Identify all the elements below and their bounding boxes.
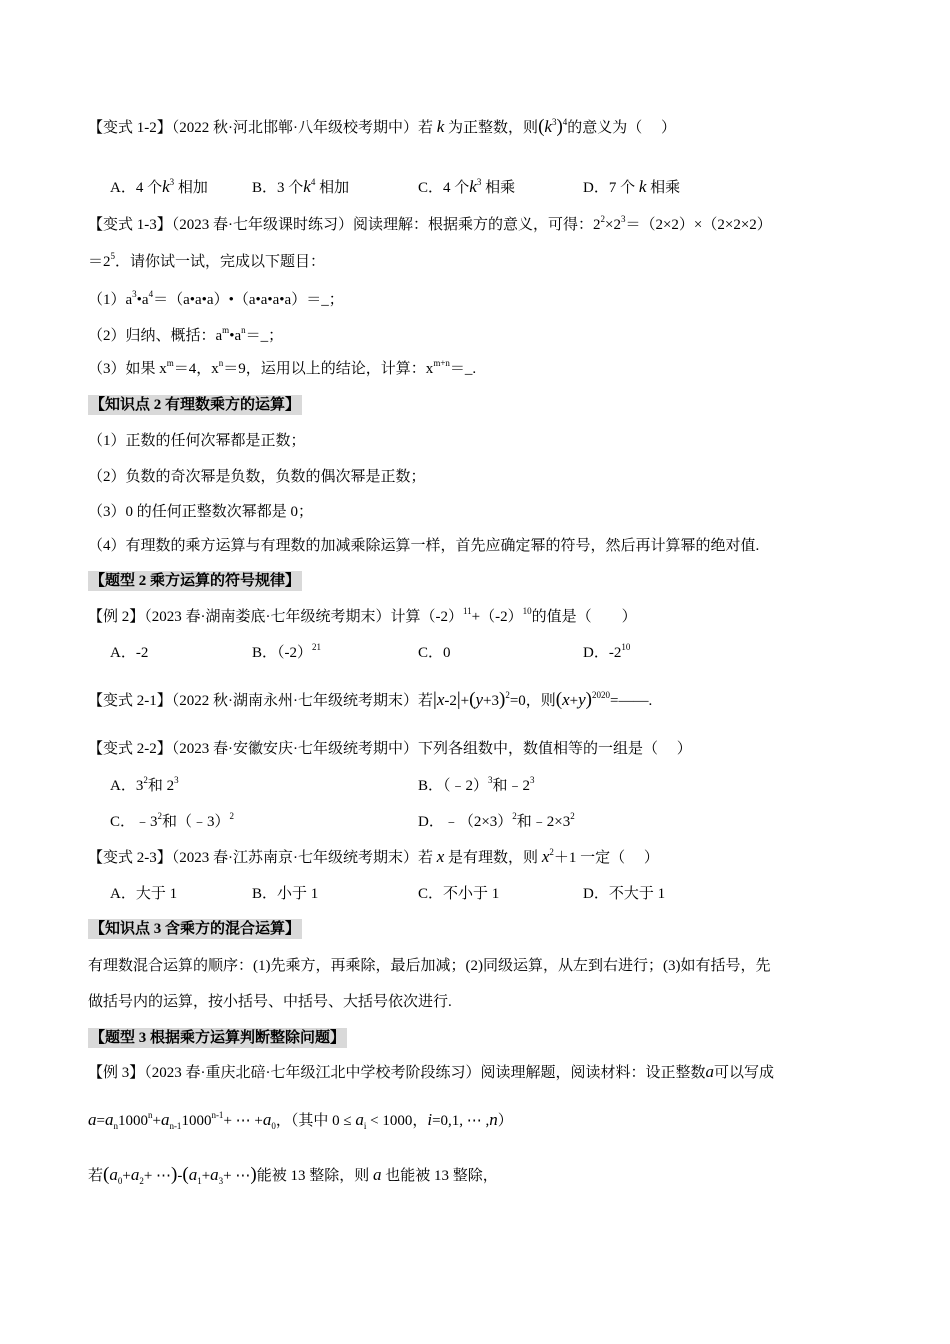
math-variable: k [303,177,311,196]
superscript: 3 [551,117,557,127]
text-segment: C．4 个 [418,180,470,196]
line-text [88,607,637,627]
text-segment: 相乘 [646,180,681,196]
option-C [418,177,515,198]
subscript: 3 [218,1176,224,1186]
math-variable: x [562,690,570,709]
math-variable: a [705,1062,714,1081]
math-variable: a [355,1110,364,1129]
text-segment: +3 [483,693,499,709]
text-segment: 是有理数，则 [444,850,542,866]
text-segment: ） [497,1113,513,1129]
text-segment: 和﹣2 [492,778,531,794]
text-segment: 和 2 [147,778,175,794]
math-variable: a [88,1110,97,1129]
text-segment: C．不小于 1 [418,886,500,902]
math-variable: a [210,1165,219,1184]
math-variable: i [427,1110,433,1129]
text-segment: + ⋯ + [223,1113,263,1129]
math-variable: k [162,177,170,196]
text-segment: + ⋯ [143,1168,172,1184]
text-segment: ( [538,116,545,137]
text-segment: 1000 [181,1113,212,1129]
math-variable: x [541,847,550,866]
math-variable: a [188,1165,198,1184]
text-segment: ( [555,689,563,710]
superscript: m [222,325,230,335]
math-variable: a [104,1110,114,1129]
text-segment: ＝（2×2）×（2×2×2） [625,217,772,233]
text-segment: 【题型 3 根据乘方运算判断整除问题】 [90,1030,346,1046]
superscript: 10 [522,606,532,616]
superscript: 3 [488,775,493,785]
line-text [88,431,306,451]
line-text [88,326,283,346]
text-segment: +（-2） [471,609,523,625]
option-D [583,177,680,198]
text-segment: 【知识点 2 有理数乘方的运算】 [90,397,301,413]
text-segment: 相加 [315,180,350,196]
text-segment: 和﹣2×3 [516,814,571,830]
text-segment: 相加 [174,180,208,196]
text-segment: （3）0 的任何正整数次幂都是 0； [88,504,314,520]
text-segment: B．3 个 [252,180,304,196]
text-segment: | [456,689,461,710]
text-segment: 【变式 1-2】（2022 秋·河北邯郸·八年级校考期中）若 [88,120,437,136]
option-B [252,884,318,904]
text-segment: =0，则 [509,693,556,709]
text-segment: 1000 [117,1113,148,1129]
subscript: 1 [197,1176,202,1186]
line-text [88,992,452,1012]
text-segment: 做括号内的运算，按小括号、中括号、大括号依次进行. [88,994,452,1010]
option-B [252,643,321,663]
superscript: 3 [620,214,626,224]
text-segment: ) [250,1164,257,1185]
superscript: 4 [562,117,568,127]
text-segment: ＝2 [88,254,111,270]
text-segment: ) [556,116,563,137]
math-variable: k [436,117,445,136]
text-segment: 若 [88,1168,104,1184]
line-text [88,359,476,379]
subscript: 0 [271,1121,276,1131]
text-segment: D．不大于 1 [583,886,666,902]
line-text [88,290,344,310]
text-segment: ) [585,689,592,710]
text-segment: + [460,693,470,709]
line-text [88,502,313,522]
text-segment: ( [469,689,476,710]
superscript: m [166,358,174,368]
option-A [110,812,234,832]
text-segment: + [569,693,579,709]
superscript: n [241,325,246,335]
subscript: n-1 [169,1121,182,1131]
superscript: 2020 [592,690,610,700]
text-segment: =0,1, ⋯ , [432,1113,490,1129]
text-segment: =——. [610,693,653,709]
superscript: 2 [157,811,163,821]
superscript: 5 [110,251,116,261]
text-segment: 【例 3】（2023 春·重庆北碚·七年级江北中学校考阶段练习）阅读理解题，阅读材料：设正整数 [88,1065,706,1081]
text-segment: B．（-2） [252,645,313,661]
superscript: 2 [549,847,554,857]
text-segment: （1）a [88,292,133,308]
text-segment: ＝（a•a•a）•（a•a•a•a）＝_； [153,292,344,308]
text-segment: ) [171,1164,178,1185]
superscript: 4 [148,289,154,299]
superscript: n [218,358,224,368]
superscript: 3 [132,289,137,299]
text-segment: A．-2 [110,645,149,661]
math-variable: a [262,1110,272,1129]
text-segment: D．-2 [583,645,622,661]
text-segment: B．小于 1 [252,886,319,902]
text-segment: + [201,1168,211,1184]
line-text [88,956,770,976]
text-segment: ＝9，运用以上的结论，计算：x [223,361,434,377]
superscript: 2 [143,775,148,785]
option-A [110,776,179,796]
math-variable: n [489,1110,498,1129]
option-D [583,643,630,663]
text-segment: - [177,1168,183,1184]
line-text [88,1165,498,1186]
line-text [88,571,302,591]
subscript: 2 [139,1176,144,1186]
superscript: 2 [570,811,575,821]
text-segment: ＝_； [245,328,284,344]
superscript: 2 [600,214,605,224]
text-segment: ×2 [605,217,621,233]
line-text [88,215,772,235]
text-segment: 相乘 [481,180,516,196]
text-segment: 有理数混合运算的顺序：(1)先乘方，再乘除，最后加减；(2)同级运算，从左到右进行；(3)如有括号，先 [88,958,771,974]
line-text [88,252,325,272]
text-segment: （1）正数的任何次幂都是正数； [88,433,306,449]
superscript: m+n [433,358,450,368]
option-B [252,177,349,198]
line-text [88,467,426,487]
text-segment: （2）归纳、概括：a [88,328,223,344]
text-segment: = [96,1113,105,1129]
superscript: 10 [621,642,631,652]
math-variable: y [578,690,586,709]
math-variable: k [544,117,552,136]
text-segment: | [433,689,437,710]
superscript: 3 [169,177,175,187]
math-variable: a [372,1165,382,1184]
math-variable: a [160,1110,170,1129]
math-variable: x [436,847,445,866]
subscript: i [363,1121,367,1131]
line-text [88,1062,774,1083]
line-text [88,117,676,138]
text-segment: 和（﹣3） [162,814,230,830]
text-segment: 的值是（ ） [531,609,637,625]
line-text [88,1028,347,1048]
text-segment: 【知识点 3 含乘方的混合运算】 [90,921,301,937]
text-segment: D．﹣（2×3） [418,814,513,830]
superscript: 2 [505,690,510,700]
superscript: 4 [310,177,316,187]
text-segment: + ⋯ [223,1168,251,1184]
text-segment: 的意义为（ ） [567,120,677,136]
text-segment: 【变式 1-3】（2023 春·七年级课时练习）阅读理解：根据乘方的意义，可得：2 [88,217,601,233]
text-segment: 【变式 2-1】（2022 秋·湖南永州·七年级统考期末）若 [88,693,433,709]
superscript: 2 [512,811,517,821]
text-segment: •a [229,328,242,344]
superscript: n [147,1110,153,1120]
text-segment: （3）如果 x [88,361,167,377]
text-segment: ＝4，x [173,361,219,377]
text-segment: 【题型 2 乘方运算的符号规律】 [90,573,301,589]
text-segment: ( [182,1164,189,1185]
text-segment: A．大于 1 [110,886,178,902]
option-C [418,643,451,663]
text-segment: ( [103,1164,110,1185]
text-segment: B．（﹣2） [418,778,489,794]
text-segment: （4）有理数的乘方运算与有理数的加减乘除运算一样，首先应确定幂的符号，然后再计算幂的绝对值. [88,538,760,554]
line-text [88,1110,513,1131]
text-segment: •a [136,292,149,308]
option-B [418,812,575,832]
text-segment: C．﹣3 [110,814,158,830]
text-segment: 也能被 13 整除， [381,1168,498,1184]
superscript: 3 [530,775,535,785]
option-A [110,177,208,198]
text-segment: 【变式 2-3】（2023 春·江苏南京·七年级统考期末）若 [88,850,437,866]
text-segment: < 1000， [366,1113,428,1129]
option-B [418,776,535,796]
math-variable: x [436,690,445,709]
superscript: 3 [174,775,179,785]
line-text [88,739,692,759]
superscript: 21 [312,642,322,652]
math-variable: a [130,1165,140,1184]
subscript: n [113,1121,118,1131]
line-text [88,919,302,939]
text-segment: ＋1 一定（ ） [553,850,659,866]
line-text [88,690,652,711]
superscript: 2 [229,811,235,821]
text-segment: （2）负数的奇次幂是负数，负数的偶次幂是正数； [88,469,426,485]
math-variable: k [469,177,477,196]
text-segment: C．0 [418,645,451,661]
text-segment: 可以写成 [714,1065,775,1081]
math-variable: k [638,177,647,196]
text-segment: + [122,1168,131,1184]
text-segment: D．7 个 [583,180,639,196]
line-text [88,395,302,415]
superscript: n-1 [211,1110,224,1120]
text-segment: 能被 13 整除，则 [256,1168,373,1184]
math-variable: a [109,1165,118,1184]
math-variable: y [475,690,484,709]
option-A [110,884,177,904]
text-segment: + [152,1113,161,1129]
text-segment: ) [498,689,506,710]
superscript: 3 [476,177,482,187]
text-segment: ＝_. [449,361,477,377]
text-segment: 【例 2】（2023 春·湖南娄底·七年级统考期末）计算（-2） [88,609,463,625]
option-D [583,884,665,904]
subscript: 0 [117,1176,123,1186]
text-segment: ，（其中 0 ≤ [275,1113,356,1129]
superscript: 11 [463,606,472,616]
line-text [88,536,759,556]
line-text [88,847,659,868]
text-segment: A．3 [110,778,144,794]
option-A [110,643,148,663]
text-segment: ．请你试一试，完成以下题目： [115,254,326,270]
text-segment: 【变式 2-2】（2023 春·安徽安庆·七年级统考期中）下列各组数中，数值相等的一组是（ ） [88,741,692,757]
text-segment: -2 [444,693,457,709]
text-segment: 为正整数，则 [444,120,539,136]
text-segment: A．4 个 [110,180,163,196]
option-C [418,884,499,904]
